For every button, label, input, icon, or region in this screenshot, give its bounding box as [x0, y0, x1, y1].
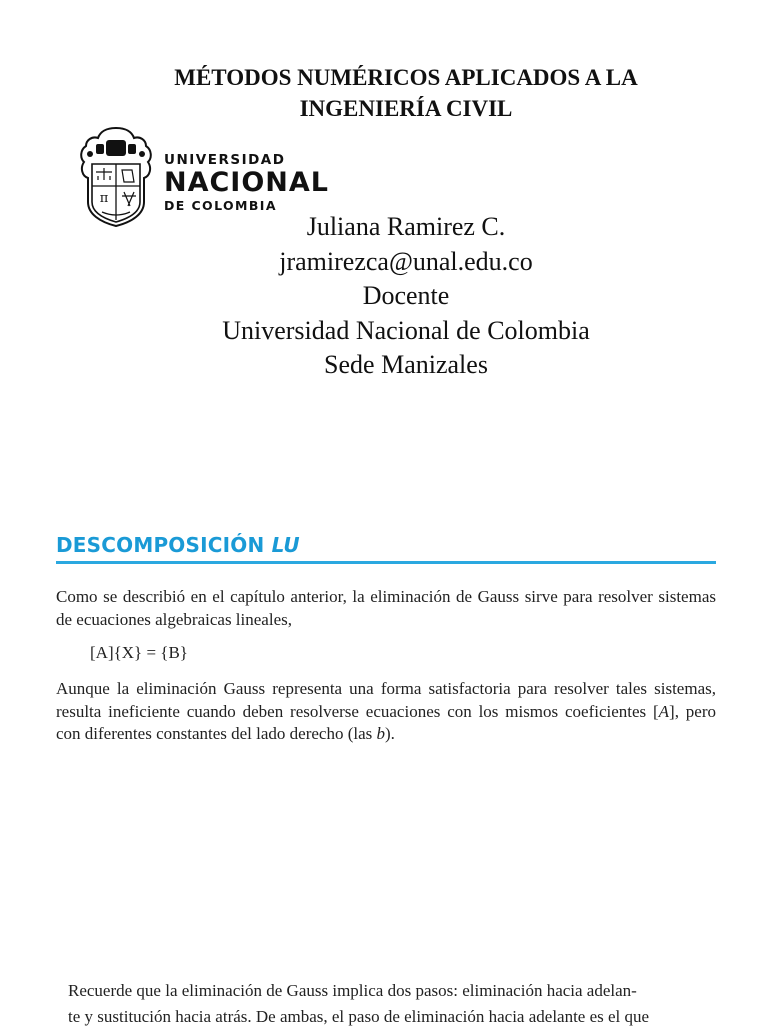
paragraph-gauss-part-b: ], pero con diferentes constantes del lado derecho (las: [56, 701, 716, 743]
section-heading-rule: [56, 561, 716, 564]
title-line-2: INGENIERÍA CIVIL: [299, 96, 513, 121]
author-campus: Sede Manizales: [324, 350, 488, 379]
svg-text:π: π: [99, 191, 109, 206]
document-title: [0, 62, 768, 124]
author-institution: Universidad Nacional de Colombia: [222, 315, 590, 345]
paragraph-gauss: [56, 678, 716, 746]
author-name: Juliana Ramirez C.: [306, 212, 506, 241]
author-block: [0, 210, 768, 383]
paragraph-recall: [68, 978, 768, 1030]
paragraph-intro: Como se describió en el capítulo anterior, la eliminación de Gauss sirve para resolver sistemas de ecuaciones algebraicas lineales,: [56, 587, 716, 629]
logo-text-universidad: UNIVERSIDAD: [164, 152, 286, 168]
paragraph-gauss-part-a: Aunque la eliminación Gauss representa una forma satisfactoria para resolver tales sistemas, resulta ineficiente cuando deben resolverse ecuaciones con los mismos coeficientes [: [56, 679, 716, 721]
paragraph-gauss-part-c: ).: [385, 724, 395, 743]
matrix-a-variable: A: [658, 701, 670, 721]
logo-text-nacional: NACIONAL: [164, 167, 330, 198]
paragraph-recall-line-1: Recuerde que la eliminación de Gauss implica dos pasos: eliminación hacia adelan-: [68, 981, 637, 1000]
paragraph-recall-line-2: te y sustitución hacia atrás. De ambas, el paso de eliminación hacia adelante es el que: [68, 1007, 650, 1026]
b-variable: b: [376, 724, 386, 743]
author-email: jramirezca@unal.edu.co: [279, 246, 533, 276]
section-heading: [56, 533, 716, 557]
equation: [A]{X} = {B}: [90, 643, 188, 662]
section-heading-italic: LU: [271, 533, 300, 557]
logo-text-colombia: DE COLOMBIA: [164, 198, 277, 213]
author-role: Docente: [362, 281, 450, 310]
section-heading-text: [56, 533, 300, 557]
section-heading-main: DESCOMPOSICIÓN: [56, 533, 272, 557]
title-line-1: MÉTODOS NUMÉRICOS APLICADOS A LA: [174, 65, 638, 90]
